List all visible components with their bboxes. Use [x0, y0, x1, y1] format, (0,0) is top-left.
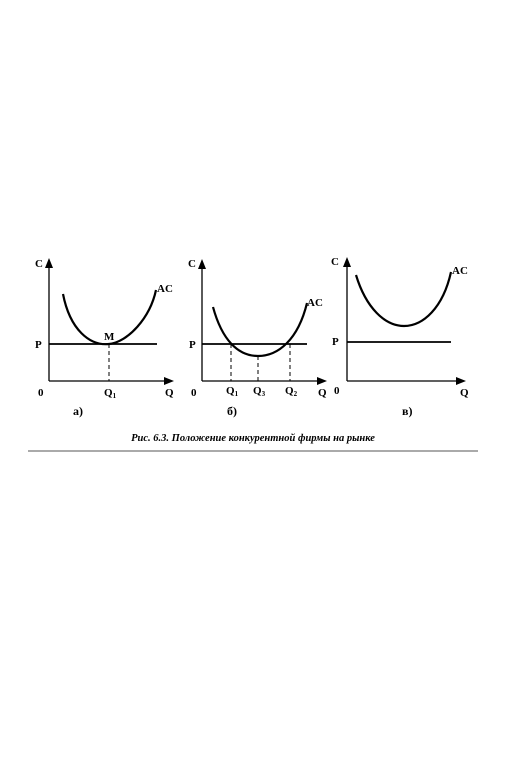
panel-a-label: а) [73, 404, 83, 418]
panel-c-ac-label: AC [452, 265, 468, 277]
panel-c-origin-label: 0 [334, 385, 340, 397]
panel-c-y-axis-arrow [343, 257, 351, 267]
figure-caption: Рис. 6.3. Положение конкурентной фирмы на рынке [131, 433, 375, 444]
panel-a-q1-tick-label: Q1 [104, 387, 117, 400]
panel-a-origin-label: 0 [38, 387, 44, 399]
panel-c [331, 256, 469, 418]
panel-a-p-label: P [35, 339, 42, 351]
panel-b [188, 258, 327, 418]
panel-a-q-label: Q [165, 387, 174, 399]
panel-b-c-label: C [188, 258, 196, 270]
panel-c-c-label: C [331, 256, 339, 268]
panel-b-q2-tick-label: Q2 [285, 385, 298, 398]
panel-b-y-axis-arrow [198, 259, 206, 269]
panel-a-ac-label: AC [157, 283, 173, 295]
panel-a-m-label: M [104, 331, 115, 343]
panel-c-p-label: P [332, 336, 339, 348]
panel-a-c-label: C [35, 258, 43, 270]
panel-c-x-axis-arrow [456, 377, 466, 385]
panel-b-q-label: Q [318, 387, 327, 399]
panel-b-ac-label: AC [307, 297, 323, 309]
panel-a [35, 258, 174, 418]
panel-b-label: б) [227, 404, 237, 418]
panel-c-label: в) [402, 404, 413, 418]
panel-a-y-axis-arrow [45, 258, 53, 268]
panel-c-ac-curve [356, 272, 451, 326]
panel-b-ac-curve [213, 303, 307, 356]
panel-b-p-label: P [189, 339, 196, 351]
panel-b-x-axis-arrow [317, 377, 327, 385]
panel-a-x-axis-arrow [164, 377, 174, 385]
panel-b-origin-label: 0 [191, 387, 197, 399]
panel-c-q-label: Q [460, 387, 469, 399]
panel-b-q1-tick-label: Q1 [226, 385, 239, 398]
panel-b-q3-tick-label: Q3 [253, 385, 266, 398]
